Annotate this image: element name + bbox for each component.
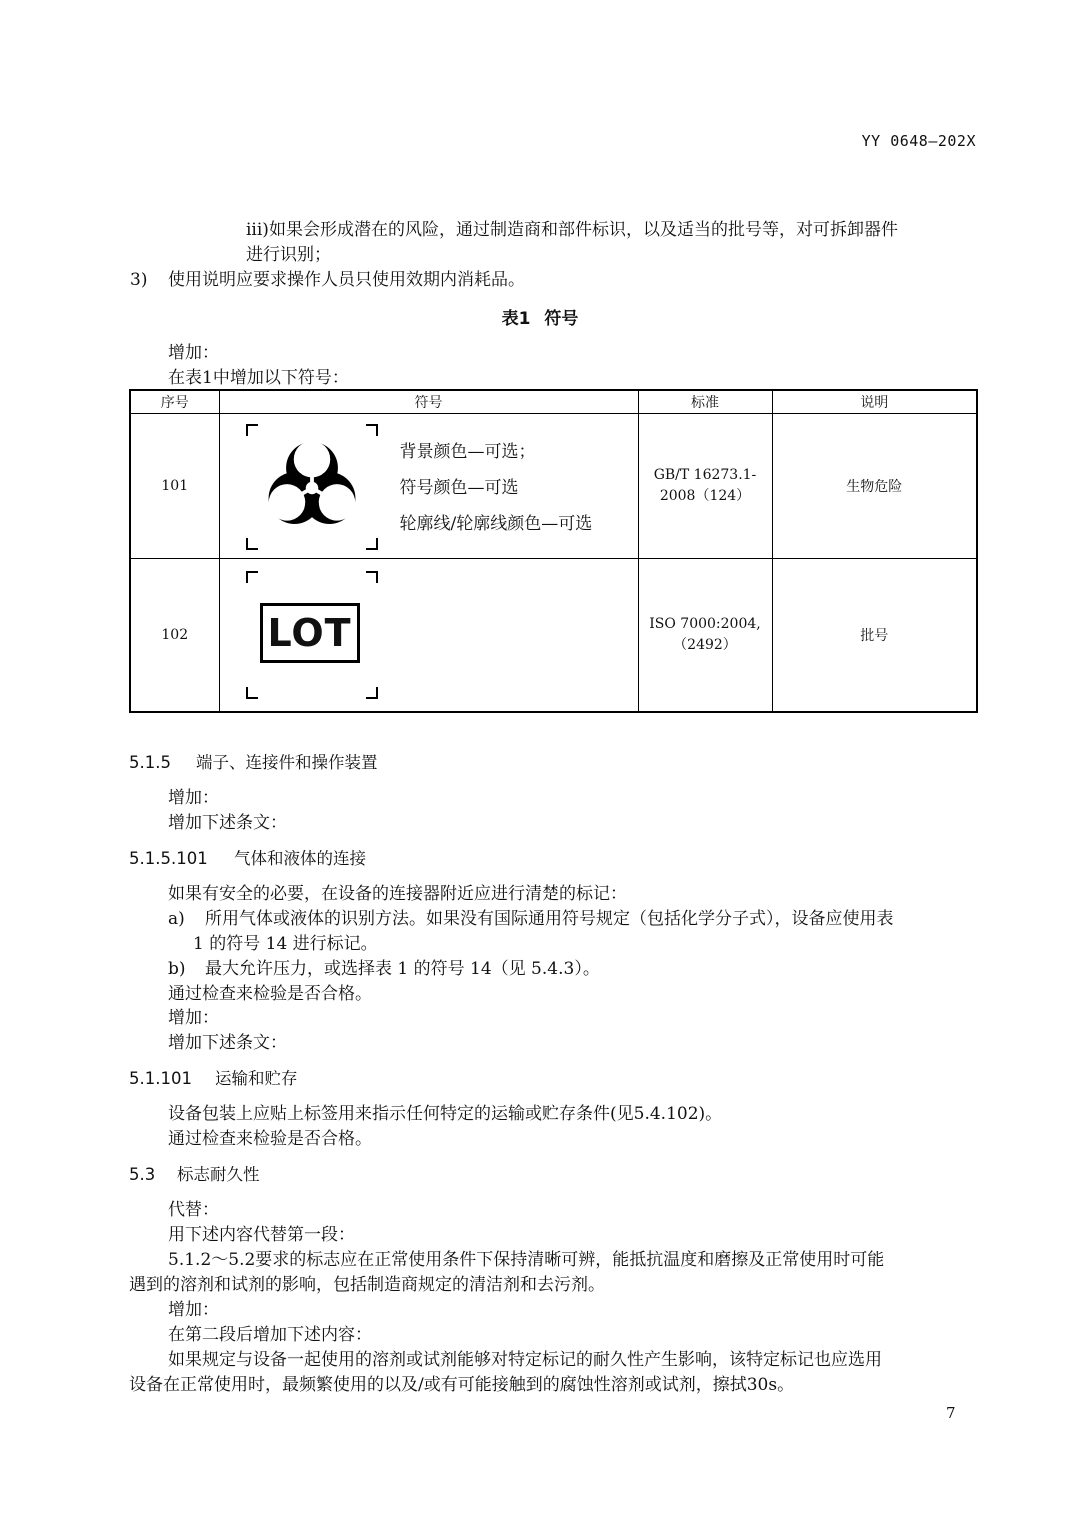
header-symbol: 符号 xyxy=(219,390,638,414)
s53-p2-line2: 设备在正常使用时，最频繁使用的以及/或有可能接触到的腐蚀性溶剂或试剂，擦拭30s。 xyxy=(129,1375,795,1395)
page-number: 7 xyxy=(946,1404,956,1422)
header-description: 说明 xyxy=(772,390,977,414)
table-header-row xyxy=(130,390,977,414)
s53-replace: 代替： xyxy=(168,1200,219,1220)
frame-corner-icon xyxy=(246,538,258,550)
s515101-p1: 如果有安全的必要，在设备的连接器附近应进行清楚的标记： xyxy=(168,884,627,904)
frame-corner-icon xyxy=(246,687,258,699)
note-background-color: 背景颜色—可选； xyxy=(399,442,536,462)
table-title xyxy=(0,304,1080,329)
s515101-text: 增加下述条文： xyxy=(168,1033,287,1053)
s51101-check: 通过检查来检验是否合格。 xyxy=(168,1129,372,1149)
s515101-a-line2: 1 的符号 14 进行标记。 xyxy=(193,934,378,954)
section-5-1-101-number: 5.1.101 xyxy=(129,1069,192,1088)
s515101-a-marker: a) xyxy=(168,909,185,929)
s53-p2-line1: 如果规定与设备一起使用的溶剂或试剂能够对特定标记的耐久性产生影响，该特定标记也应选用 xyxy=(168,1350,882,1370)
frame-corner-icon xyxy=(366,424,378,436)
s515101-check: 通过检查来检验是否合格。 xyxy=(168,984,372,1004)
header-no: 序号 xyxy=(130,390,219,414)
s515101-add: 增加： xyxy=(168,1008,219,1028)
s53-replace-text: 用下述内容代替第一段： xyxy=(168,1225,355,1245)
note-outline-color: 轮廓线/轮廓线颜色—可选 xyxy=(399,514,593,534)
s515101-a-line1: 所用气体或液体的识别方法。如果没有国际通用符号规定（包括化学分子式），设备应使用表 xyxy=(205,909,894,929)
row-102-no: 102 xyxy=(130,559,219,713)
row-102-symbol-cell xyxy=(219,559,638,713)
s515-text: 增加下述条文： xyxy=(168,813,287,833)
section-5-3-number: 5.3 xyxy=(129,1165,156,1184)
lot-icon: LOT xyxy=(260,603,360,663)
s53-p1-line2: 遇到的溶剂和试剂的影响，包括制造商规定的清洁剂和去污剂。 xyxy=(129,1275,605,1295)
table-add-text: 在表1中增加以下符号： xyxy=(168,368,349,388)
row-101-standard xyxy=(638,414,772,559)
standard-line1: ISO 7000:2004, xyxy=(649,616,761,632)
table-row xyxy=(130,414,977,559)
s515-add: 增加： xyxy=(168,788,219,808)
section-5-1-5-title: 端子、连接件和操作装置 xyxy=(196,753,378,772)
s53-add-text: 在第二段后增加下述内容： xyxy=(168,1325,372,1345)
row-102-standard xyxy=(638,559,772,713)
s53-add: 增加： xyxy=(168,1300,219,1320)
section-5-1-5-101-title: 气体和液体的连接 xyxy=(234,849,366,868)
biohazard-notes xyxy=(400,434,593,542)
item-iii-line2: 进行识别； xyxy=(246,245,331,265)
s515101-b-marker: b) xyxy=(168,959,186,979)
table-label: 表1 xyxy=(501,309,531,329)
row-101-no: 101 xyxy=(130,414,219,559)
item-3-text: 使用说明应要求操作人员只使用效期内消耗品。 xyxy=(168,270,525,290)
table-add-label: 增加： xyxy=(168,343,219,363)
s515101-b-text: 最大允许压力，或选择表 1 的符号 14（见 5.4.3）。 xyxy=(205,959,600,979)
table-name: 符号 xyxy=(544,309,579,329)
item-3-number: 3) xyxy=(130,270,148,290)
header-standard: 标准 xyxy=(638,390,772,414)
standard-line2: 2008（124） xyxy=(659,488,751,504)
symbol-table xyxy=(129,389,978,713)
section-5-3-title: 标志耐久性 xyxy=(177,1165,260,1184)
frame-corner-icon xyxy=(366,538,378,550)
frame-corner-icon xyxy=(246,424,258,436)
standard-line1: GB/T 16273.1- xyxy=(653,467,757,483)
row-101-symbol-cell xyxy=(219,414,638,559)
s53-p1-line1: 5.1.2～5.2要求的标志应在正常使用条件下保持清晰可辨，能抵抗温度和磨擦及正常使用时可能 xyxy=(168,1250,885,1270)
table-row xyxy=(130,559,977,713)
row-101-description: 生物危险 xyxy=(772,414,977,559)
section-5-1-101-title: 运输和贮存 xyxy=(215,1069,298,1088)
item-iii-line1: iii)如果会形成潜在的风险，通过制造商和部件标识，以及适当的批号等，对可拆卸器件 xyxy=(246,220,898,240)
section-5-1-5-101-number: 5.1.5.101 xyxy=(129,849,208,868)
frame-corner-icon xyxy=(366,571,378,583)
section-5-1-5-number: 5.1.5 xyxy=(129,753,171,772)
s51101-p1: 设备包装上应贴上标签用来指示任何特定的运输或贮存条件(见5.4.102)。 xyxy=(168,1104,723,1124)
document-code: YY 0648—202X xyxy=(861,132,976,150)
note-symbol-color: 符号颜色—可选 xyxy=(399,478,519,498)
standard-line2: （2492） xyxy=(673,637,737,653)
biohazard-icon xyxy=(256,440,368,536)
row-102-description: 批号 xyxy=(772,559,977,713)
frame-corner-icon xyxy=(246,571,258,583)
frame-corner-icon xyxy=(366,687,378,699)
